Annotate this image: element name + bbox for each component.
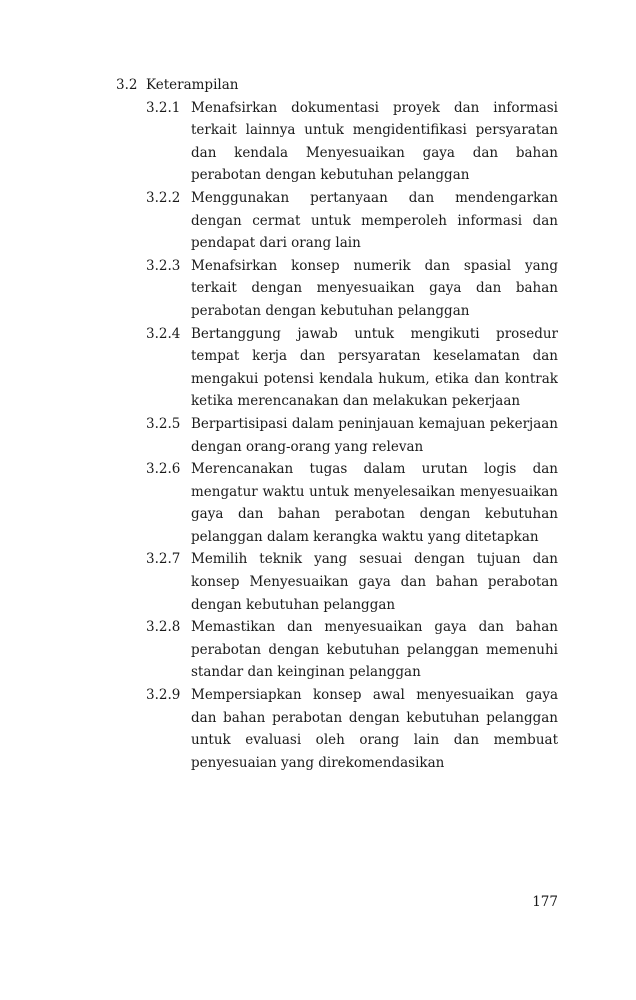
list-item — [146, 413, 558, 458]
item-number: 3.2.4 — [146, 325, 181, 342]
list-item — [146, 255, 558, 323]
list-item — [146, 458, 558, 548]
section-heading — [116, 74, 238, 97]
item-text: Memastikan dan menyesuaikan gaya dan bahan perabotan dengan kebutuhan pelanggan memenuhi standar dan keinginan pelanggan — [191, 619, 558, 681]
item-text: Menafsirkan dokumentasi proyek dan informasi terkait lainnya untuk mengidentifikasi persyaratan dan kendala Menyesuaikan gaya dan bahan perabotan dengan kebutuhan pelanggan — [191, 99, 558, 184]
item-number: 3.2.1 — [146, 99, 181, 116]
skills-list — [146, 97, 558, 775]
item-text: Mempersiapkan konsep awal menyesuaikan gaya dan bahan perabotan dengan kebutuhan pelanggan untuk evaluasi oleh orang lain dan membuat penyesuaian yang direkomendasikan — [191, 687, 558, 771]
item-number: 3.2.5 — [146, 415, 181, 432]
item-number: 3.2.6 — [146, 461, 181, 478]
list-item — [146, 548, 558, 616]
section-number: 3.2 — [116, 77, 138, 93]
item-number: 3.2.3 — [146, 257, 181, 274]
item-text: Memilih teknik yang sesuai dengan tujuan dan konsep Menyesuaikan gaya dan bahan perabotan dengan kebutuhan pelanggan — [191, 551, 558, 613]
list-item — [146, 323, 558, 413]
item-text: Menafsirkan konsep numerik dan spasial yang terkait dengan menyesuaikan gaya dan bahan perabotan dengan kebutuhan pelanggan — [191, 257, 558, 319]
section-title: Keterampilan — [146, 77, 239, 93]
item-number: 3.2.9 — [146, 687, 181, 704]
item-number: 3.2.7 — [146, 551, 181, 568]
list-item — [146, 97, 558, 187]
item-number: 3.2.2 — [146, 189, 181, 206]
list-item — [146, 616, 558, 684]
list-item — [146, 187, 558, 255]
item-text: Merencanakan tugas dalam urutan logis dan mengatur waktu untuk menyelesaikan menyesuaikan gaya dan bahan perabotan dengan kebutuhan pelanggan dalam kerangka waktu yang ditetapkan — [191, 461, 558, 545]
page-number: 177 — [532, 894, 558, 910]
item-text: Berpartisipasi dalam peninjauan kemajuan pekerjaan dengan orang-orang yang relevan — [191, 415, 558, 455]
item-number: 3.2.8 — [146, 619, 181, 636]
item-text: Menggunakan pertanyaan dan mendengarkan dengan cermat untuk memperoleh informasi dan pendapat dari orang lain — [191, 189, 558, 252]
item-text: Bertanggung jawab untuk mengikuti prosedur tempat kerja dan persyaratan keselamatan dan mengakui potensi kendala hukum, etika dan kontrak ketika merencanakan dan melakukan pekerjaan — [191, 325, 558, 410]
list-item — [146, 684, 558, 774]
